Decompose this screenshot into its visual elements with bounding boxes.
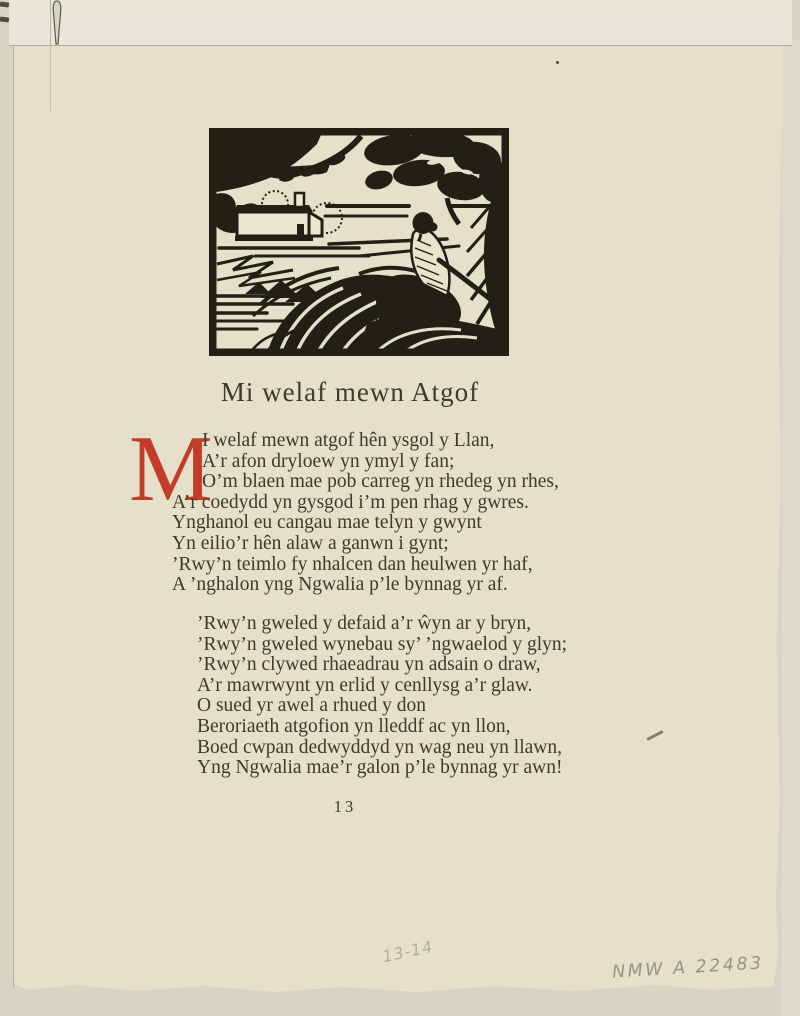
stanza-2 <box>197 614 567 779</box>
poem-line: ’Rwy’n gweled y defaid a’r ŵyn ar y bryn, <box>197 613 532 634</box>
poem-line: A’r mawrwynt yn erlid y cenllysg a’r glaw. <box>197 674 533 696</box>
poem-line: Ynghanol eu cangau mae telyn y gwynt <box>172 512 482 534</box>
poem-line: ’Rwy’n clywed rhaeadrau yn adsain o draw, <box>197 654 541 676</box>
mounting-strip <box>9 0 792 46</box>
poem-line: ’Rwy’n gweled wynebau sy’ ’ngwaelod y glyn; <box>197 633 568 655</box>
poem-line: Yn eilio’r hên alaw a ganwn i gynt; <box>172 532 449 554</box>
staple-icon <box>0 16 9 22</box>
stanza-1 <box>172 431 559 596</box>
poem-line: A’r afon dryloew yn ymyl y fan; <box>202 450 455 472</box>
poem-line: ’Rwy’n teimlo fy nhalcen dan heulwen yr haf, <box>172 553 533 575</box>
poem-title: Mi welaf mewn Atgof <box>220 377 480 407</box>
staple-icon <box>0 1 9 7</box>
poem-line: O sued yr awel a rhued y don <box>197 695 427 717</box>
woodcut-illustration <box>209 128 509 356</box>
poem-line: Yng Ngwalia mae’r galon p’le bynnag yr awn! <box>197 757 563 779</box>
page-crease <box>50 45 51 111</box>
poem-line: Beroriaeth atgofion yn lleddf ac yn llon, <box>197 715 511 737</box>
poem-line: I welaf mewn atgof hên ysgol y Llan, <box>202 430 495 451</box>
poem-line: Boed cwpan dedwyddyd yn wag neu yn llawn, <box>197 736 563 758</box>
paper-speck <box>556 61 559 64</box>
stream-zigzags <box>217 256 295 286</box>
page-number: 13 <box>333 797 357 816</box>
poem-line: O’m blaen mae pob carreg yn rhedeg yn rhes, <box>202 471 559 493</box>
backing-paper-right <box>782 40 800 1016</box>
poem-line: A ’nghalon yng Ngwalia p’le bynnag yr af. <box>172 574 508 596</box>
pencil-page-range-annotation: 13-14 <box>380 936 435 967</box>
poem-line: A’r coedydd yn gysgod i’m pen rhag y gwres. <box>172 491 529 513</box>
drop-cap: M <box>129 417 213 521</box>
pin-icon <box>49 0 65 46</box>
page-left-edge <box>13 0 14 988</box>
pencil-accession-number: NMW A 22483 <box>611 953 765 983</box>
